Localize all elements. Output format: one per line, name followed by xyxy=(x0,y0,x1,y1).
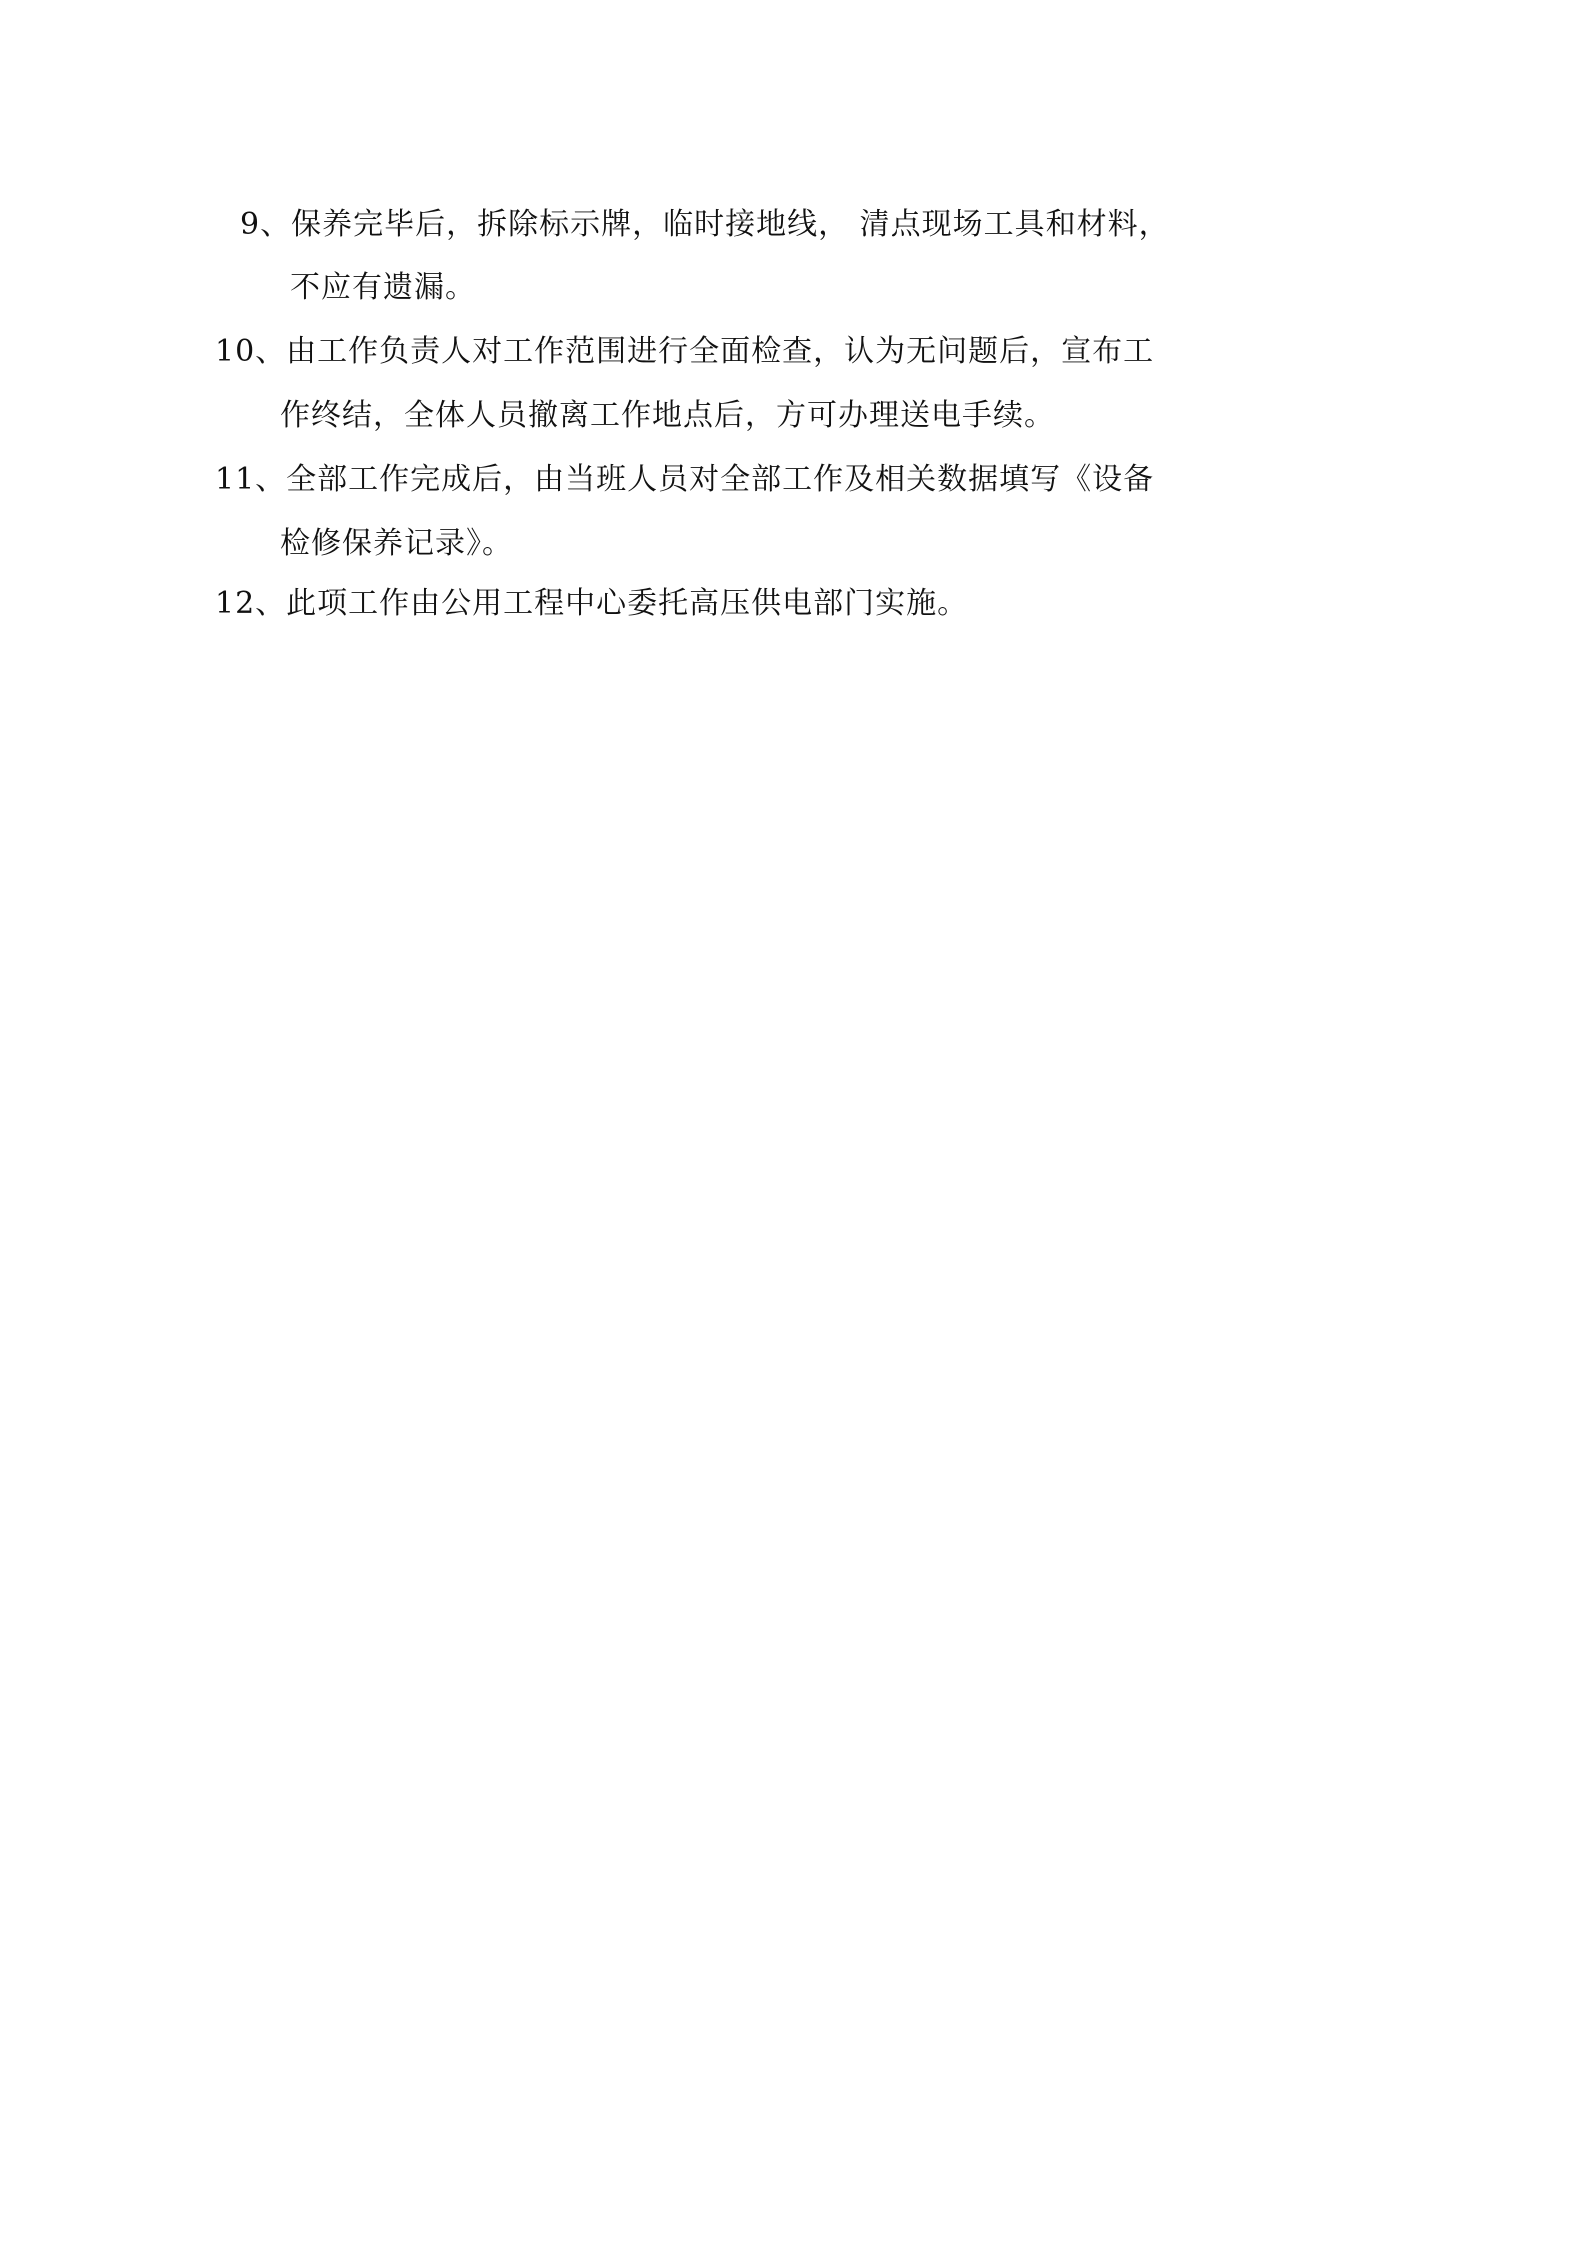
item-11-line-1: 11、全部工作完成后，由当班人员对全部工作及相关数据填写《设备 xyxy=(215,462,1155,497)
item-10-line-2: 作终结，全体人员撤离工作地点后，方可办理送电手续。 xyxy=(280,398,1055,433)
item-12-line-1: 12、此项工作由公用工程中心委托高压供电部门实施。 xyxy=(215,586,969,621)
item-11-line-2: 检修保养记录》。 xyxy=(280,526,513,561)
item-9-line-2: 不应有遗漏。 xyxy=(290,270,476,305)
item-9-line-1: 9、保养完毕后，拆除标示牌，临时接地线， 清点现场工具和材料， xyxy=(240,207,1170,242)
item-10-line-1: 10、由工作负责人对工作范围进行全面检查，认为无问题后，宣布工 xyxy=(215,334,1155,369)
